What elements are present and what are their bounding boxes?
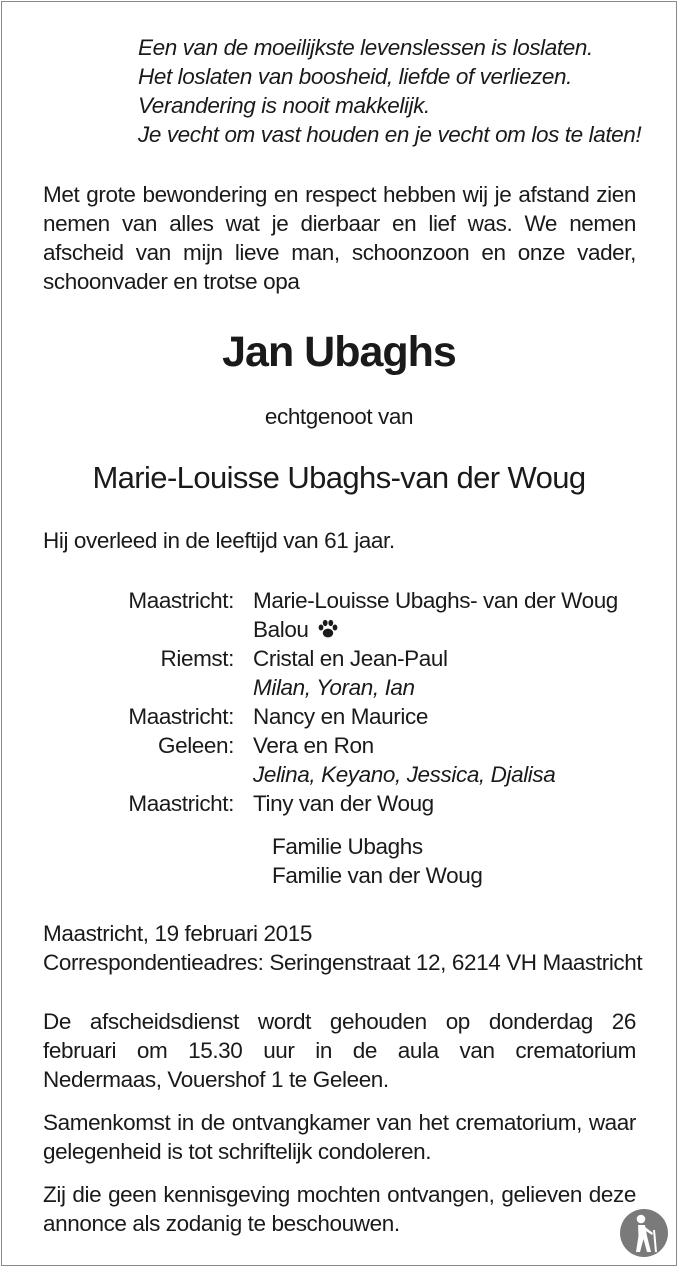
deceased-name: Jan Ubaghs [222,328,456,376]
poem-line: Je vecht om vast houden en je vecht om los te laten! [138,122,642,147]
family-row [43,760,643,789]
pet-name: Balou [253,617,309,642]
family-row [43,615,643,644]
family-names [253,615,339,644]
extra-family-line: Familie Ubaghs [272,834,423,859]
family-names: Vera en Ron [253,733,374,758]
date-line: Maastricht, 19 februari 2015 [43,921,312,946]
family-row [43,789,643,818]
family-names: Cristal en Jean-Paul [253,646,448,671]
family-row [43,644,643,673]
family-row [43,702,643,731]
dateline [43,919,642,977]
spouse-name: Marie-Louisse Ubaghs-van der Woug [92,460,586,495]
family-list [43,586,643,818]
family-place: Maastricht: [128,588,234,613]
family-row [43,673,643,702]
grandchildren-names: Milan, Yoran, Ian [253,675,415,700]
paw-icon [317,619,339,639]
obituary-card [1,1,677,1266]
poem-line: Verandering is nooit makkelijk. [138,93,430,118]
family-names: Marie-Louisse Ubaghs- van der Woug [253,588,618,613]
poem-line: Het loslaten van boosheid, liefde of verliezen. [138,64,572,89]
family-row [43,586,643,615]
intro-paragraph: Met grote bewondering en respect hebben wij je afstand zien nemen van alles wat je dierbaar en lief was. We nemen afscheid van mijn lieve man, schoonzoon en onze vader, schoonvader en trotse opa [43,182,636,294]
service-paragraph: De afscheidsdienst wordt gehouden op donderdag 26 februari om 15.30 uur in de aula van crematorium Nedermaas, Vouershof 1 te Geleen. [43,1009,636,1092]
family-place: Geleen: [157,733,234,758]
notice-paragraph: Zij die geen kennisgeving mochten ontvangen, gelieven deze annonce als zodanig te beschouwen. [43,1182,636,1236]
family-names: Tiny van der Woug [253,791,434,816]
poem [138,33,641,149]
grandchildren-names: Jelina, Keyano, Jessica, Djalisa [253,762,556,787]
walking-person-logo-icon [619,1208,669,1258]
age-line: Hij overleed in de leeftijd van 61 jaar. [43,528,395,553]
family-row [43,731,643,760]
family-names: Nancy en Maurice [253,704,428,729]
extra-family-line: Familie van der Woug [272,863,483,888]
family-place: Maastricht: [128,791,234,816]
family-place [43,760,253,789]
family-place: Riemst: [160,646,234,671]
gathering-paragraph: Samenkomst in de ontvangkamer van het crematorium, waar gelegenheid is tot schriftelijk condoleren. [43,1110,636,1164]
extra-families [272,832,482,890]
address-line: Correspondentieadres: Seringenstraat 12, 6214 VH Maastricht [43,950,643,975]
family-place: Maastricht: [128,704,234,729]
spouse-of-label: echtgenoot van [264,404,414,429]
family-place [43,615,253,644]
family-place [43,673,253,702]
poem-line: Een van de moeilijkste levenslessen is loslaten. [138,35,593,60]
